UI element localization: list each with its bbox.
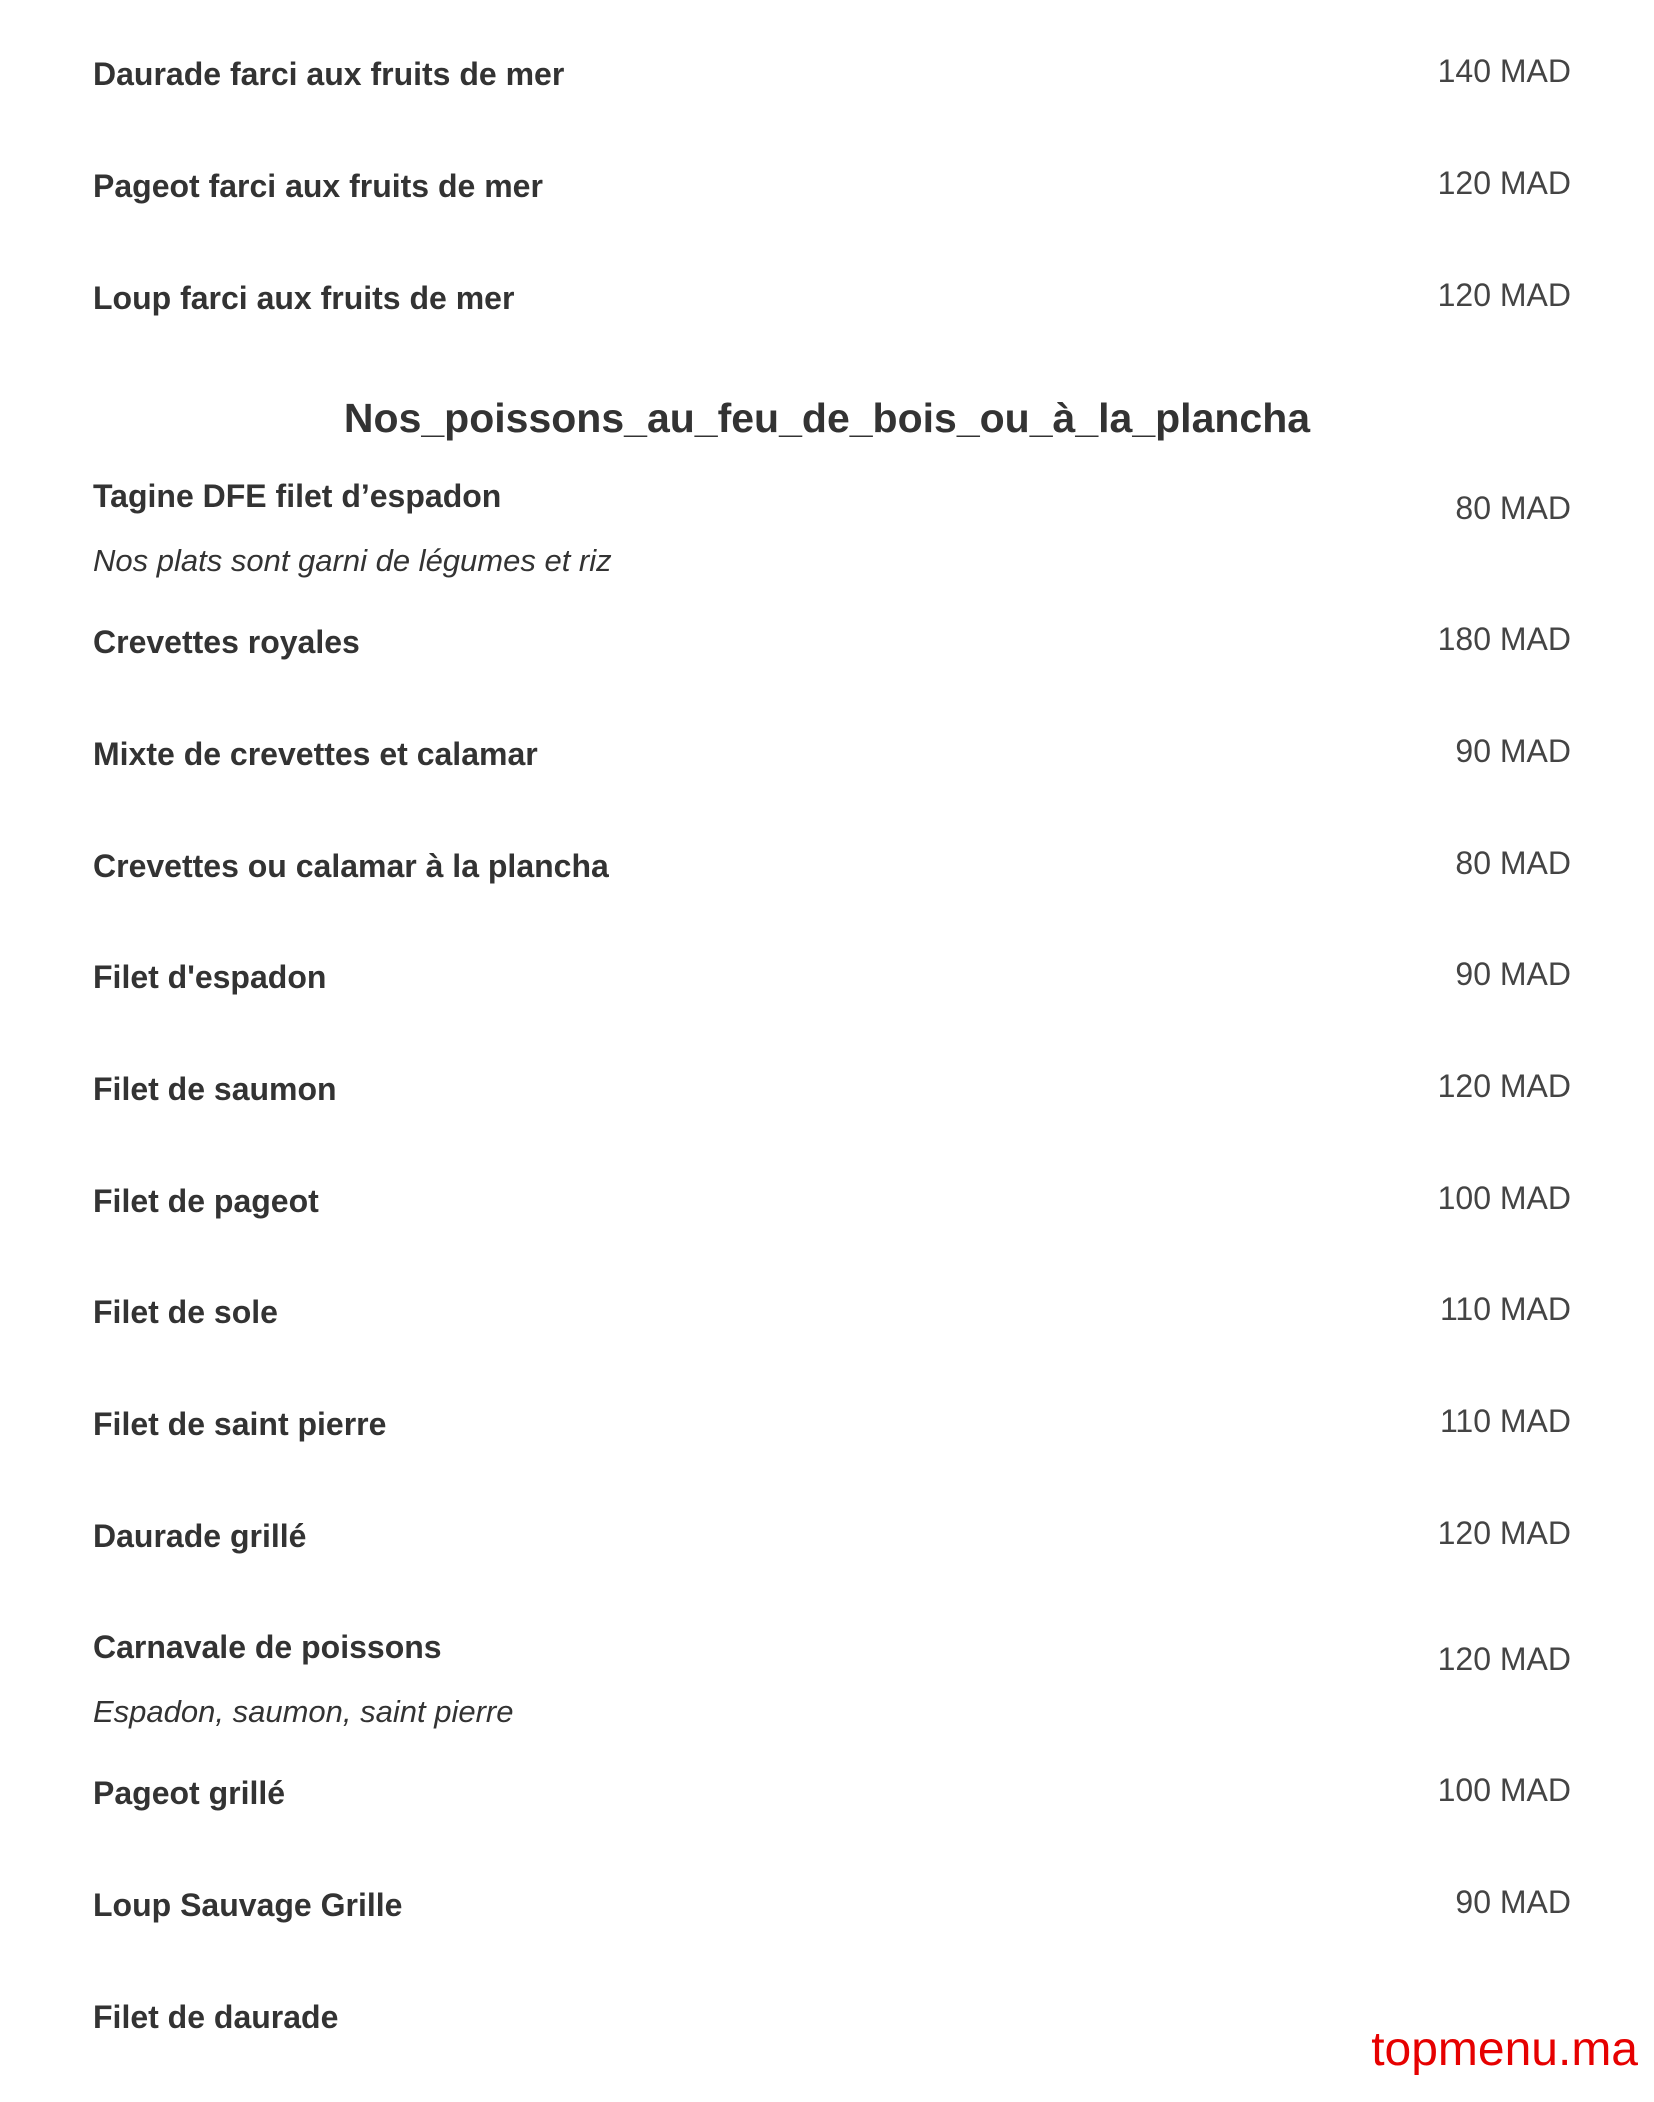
menu-item-name: Carnavale de poissons: [93, 1629, 442, 1665]
menu-item-price: 110 MAD: [1439, 1291, 1571, 1327]
menu-item-price: 140 MAD: [1437, 53, 1571, 89]
menu-item-price: 120 MAD: [1437, 1641, 1571, 1677]
menu-item-name: Mixte de crevettes et calamar: [93, 736, 538, 772]
menu-item-name: Filet de saint pierre: [93, 1406, 387, 1442]
menu-item-price: 100 MAD: [1437, 1180, 1571, 1216]
menu-item-name: Filet de pageot: [93, 1183, 319, 1219]
menu-item-price: 120 MAD: [1437, 165, 1571, 201]
menu-item-description: Nos plats sont garni de légumes et riz: [93, 543, 612, 578]
menu-item-price: 90 MAD: [1455, 733, 1571, 769]
menu-item-price: 180 MAD: [1437, 621, 1571, 657]
menu-item-name: Filet de sole: [93, 1294, 278, 1330]
menu-item-name: Daurade grillé: [93, 1518, 307, 1554]
menu-item-name: Loup farci aux fruits de mer: [93, 280, 515, 316]
menu-item-name: Crevettes royales: [93, 624, 360, 660]
menu-item-price: 100 MAD: [1437, 1772, 1571, 1808]
menu-item-price: 90 MAD: [1455, 956, 1571, 992]
menu-item-name: Filet de saumon: [93, 1071, 337, 1107]
menu-item-name: Daurade farci aux fruits de mer: [93, 56, 565, 92]
menu-item-name: Pageot farci aux fruits de mer: [93, 168, 543, 204]
menu-item-description: Espadon, saumon, saint pierre: [93, 1694, 514, 1729]
menu-item-price: 110 MAD: [1439, 1403, 1571, 1439]
menu-item-name: Pageot grillé: [93, 1775, 286, 1811]
menu-item-name: Tagine DFE filet d’espadon: [93, 478, 502, 514]
menu-item-name: Crevettes ou calamar à la plancha: [93, 848, 609, 884]
menu-item-name: Loup Sauvage Grille: [93, 1887, 403, 1923]
watermark: topmenu.ma: [1371, 2023, 1638, 2076]
menu-item-price: 80 MAD: [1455, 490, 1571, 526]
menu-item-name: Filet d'espadon: [93, 959, 327, 995]
section-title: Nos_poissons_au_feu_de_bois_ou_à_la_plancha: [343, 395, 1311, 441]
menu-item-price: 120 MAD: [1437, 1068, 1571, 1104]
menu-item-price: 120 MAD: [1437, 277, 1571, 313]
menu-item-name: Filet de daurade: [93, 1999, 339, 2035]
menu-item-price: 120 MAD: [1437, 1515, 1571, 1551]
menu-item-price: 80 MAD: [1455, 845, 1571, 881]
menu-item-price: 90 MAD: [1455, 1884, 1571, 1920]
